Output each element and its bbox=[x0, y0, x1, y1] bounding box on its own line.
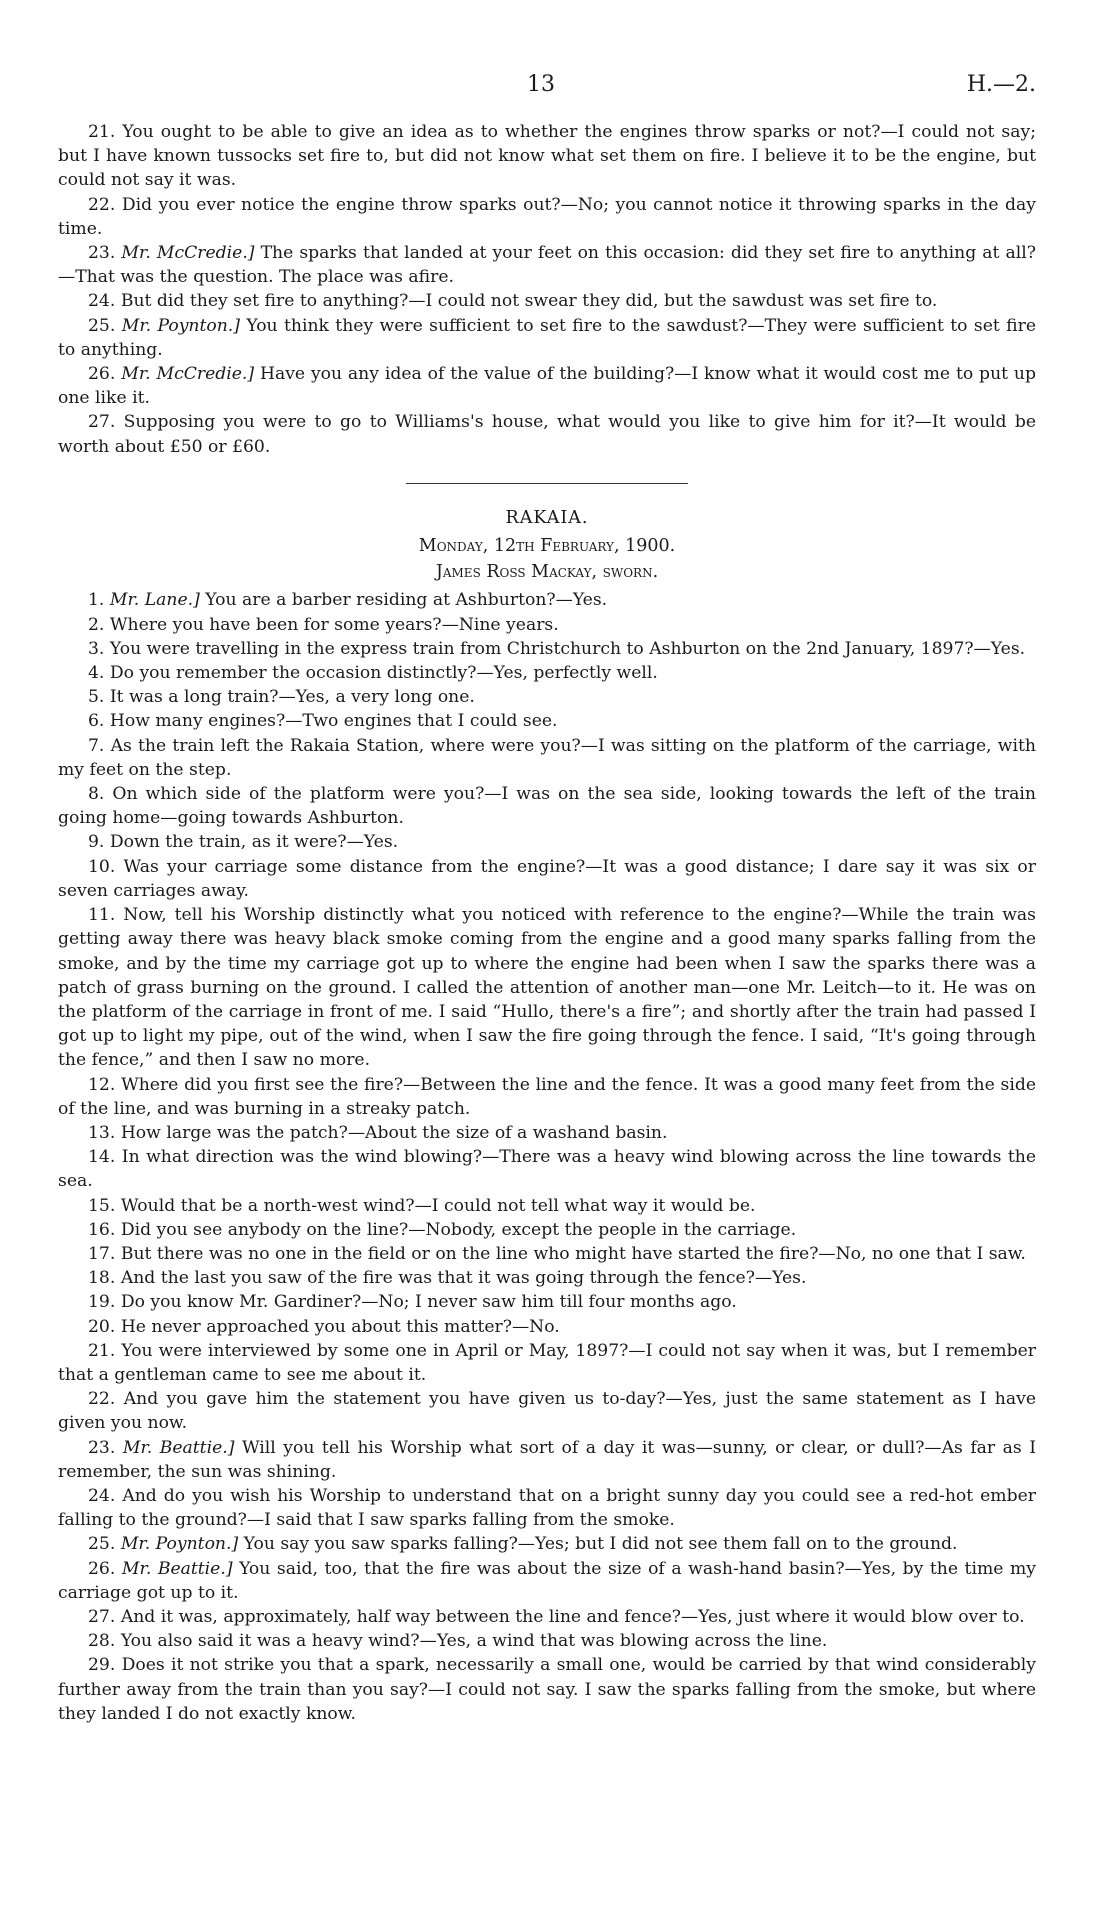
question-paragraph bbox=[58, 637, 1036, 661]
speaker: Mr. Lane.] bbox=[109, 590, 200, 611]
question-number: 25. bbox=[88, 315, 116, 336]
question-text: Would that be a north-west wind?—I could not tell what way it would be. bbox=[120, 1195, 756, 1216]
question-number: 27. bbox=[88, 1606, 116, 1627]
question-text: You ought to be able to give an idea as to whether the engines throw sparks or not?—I could not say; but I have known tussocks set fire to, but did not know what set them on fire. I believe it to be the engine, but could not say it was. bbox=[58, 122, 1036, 191]
question-paragraph bbox=[58, 1387, 1036, 1435]
question-number: 27. bbox=[88, 412, 116, 433]
question-paragraph bbox=[58, 1194, 1036, 1218]
question-paragraph bbox=[58, 1653, 1036, 1726]
hearing-date: Monday, 12th February, 1900. bbox=[418, 536, 676, 557]
question-paragraph bbox=[58, 289, 1036, 313]
question-text: You were interviewed by some one in April or May, 1897?—I could not say when it was, but I remember that a gentleman came to see me about it. bbox=[58, 1340, 1036, 1385]
question-paragraph bbox=[58, 855, 1036, 903]
question-text: But there was no one in the field or on the line who might have started the fire?—No, no one that I saw. bbox=[120, 1243, 1026, 1264]
question-text: You also said it was a heavy wind?—Yes, a wind that was blowing across the line. bbox=[120, 1631, 828, 1652]
question-text: Do you remember the occasion distinctly?—Yes, perfectly well. bbox=[109, 663, 658, 684]
question-number: 23. bbox=[88, 1437, 116, 1458]
question-text: Does it not strike you that a spark, necessarily a small one, would be carried by that wind considerably further away from the train than you say?—I could not say. I saw the sparks falling from the smoke, but where they landed I do not exactly know. bbox=[58, 1655, 1037, 1724]
question-text: Down the train, as it were?—Yes. bbox=[109, 832, 399, 853]
question-text: The sparks that landed at your feet on this occasion: did they set fire to anything at all?—That was the question. The place was afire. bbox=[58, 243, 1036, 288]
question-text: But did they set fire to anything?—I could not swear they did, but the sawdust was set fire to. bbox=[120, 291, 938, 312]
question-paragraph bbox=[58, 241, 1036, 289]
question-number: 6. bbox=[88, 711, 105, 732]
testimony-section-1 bbox=[58, 120, 1036, 459]
question-number: 12. bbox=[88, 1074, 116, 1095]
question-text: You are a barber residing at Ashburton?—Yes. bbox=[205, 590, 608, 611]
question-text: Where did you first see the fire?—Between the line and the fence. It was a good many feet from the side of the line, and was burning in a streaky patch. bbox=[58, 1074, 1036, 1119]
question-text: Have you any idea of the value of the building?—I know what it would cost me to put up one like it. bbox=[58, 364, 1036, 409]
question-text: On which side of the platform were you?—I was on the sea side, looking towards the left of the train going home—going towards Ashburton. bbox=[58, 784, 1036, 829]
question-number: 7. bbox=[88, 735, 105, 756]
question-text: You think they were sufficient to set fire to the sawdust?—They were sufficient to set fire to anything. bbox=[58, 315, 1037, 360]
question-text: You were travelling in the express train from Christchurch to Ashburton on the 2nd January, 1897?—Yes. bbox=[109, 638, 1026, 659]
speaker: Mr. McCredie.] bbox=[121, 243, 255, 264]
document-body bbox=[58, 120, 1036, 1726]
question-number: 9. bbox=[88, 832, 105, 853]
question-paragraph bbox=[58, 734, 1036, 782]
question-number: 18. bbox=[88, 1268, 116, 1289]
question-text: How many engines?—Two engines that I could see. bbox=[109, 711, 558, 732]
question-text: Will you tell his Worship what sort of a day it was—sunny, or clear, or dull?—As far as I remember, the sun was shining. bbox=[58, 1437, 1036, 1482]
question-paragraph bbox=[58, 1315, 1036, 1339]
question-paragraph bbox=[58, 1218, 1036, 1242]
page-header bbox=[0, 72, 1114, 102]
hearing-place: RAKAIA. bbox=[505, 507, 589, 528]
question-paragraph bbox=[58, 1145, 1036, 1193]
question-paragraph bbox=[58, 120, 1036, 193]
question-number: 20. bbox=[88, 1316, 116, 1337]
page-number: 13 bbox=[527, 72, 555, 97]
document-reference: H.—2. bbox=[966, 72, 1036, 97]
question-paragraph bbox=[58, 685, 1036, 709]
question-paragraph bbox=[58, 1266, 1036, 1290]
question-paragraph bbox=[58, 1242, 1036, 1266]
question-paragraph bbox=[58, 903, 1036, 1072]
question-number: 25. bbox=[88, 1534, 116, 1555]
question-text: Do you know Mr. Gardiner?—No; I never saw him till four months ago. bbox=[120, 1292, 737, 1313]
question-number: 26. bbox=[88, 1558, 116, 1579]
question-number: 17. bbox=[88, 1243, 116, 1264]
question-paragraph bbox=[58, 588, 1036, 612]
question-number: 19. bbox=[88, 1292, 116, 1313]
question-number: 23. bbox=[88, 243, 116, 264]
question-paragraph bbox=[58, 782, 1036, 830]
question-paragraph bbox=[58, 1121, 1036, 1145]
question-number: 29. bbox=[88, 1655, 116, 1676]
question-paragraph bbox=[58, 314, 1036, 362]
question-text: And do you wish his Worship to understand that on a bright sunny day you could see a red-hot ember falling to the ground?—I said that I saw sparks falling from the smoke. bbox=[58, 1485, 1036, 1531]
question-number: 16. bbox=[88, 1219, 116, 1240]
question-text: You said, too, that the fire was about the size of a wash-hand basin?—Yes, by the time my carriage got up to it. bbox=[58, 1558, 1036, 1603]
question-text: Supposing you were to go to Williams's house, what would you like to give him for it?—It would be worth about £50 or £60. bbox=[58, 412, 1036, 457]
question-number: 24. bbox=[88, 291, 116, 312]
speaker: Mr. McCredie.] bbox=[121, 364, 255, 385]
question-paragraph bbox=[58, 1629, 1036, 1653]
question-paragraph bbox=[58, 1484, 1036, 1532]
question-number: 1. bbox=[88, 590, 105, 611]
section-divider bbox=[406, 483, 688, 484]
speaker: Mr. Beattie.] bbox=[121, 1558, 233, 1579]
question-text: It was a long train?—Yes, a very long one. bbox=[109, 687, 475, 708]
question-text: Did you ever notice the engine throw sparks out?—No; you cannot notice it throwing sparks in the day time. bbox=[58, 194, 1036, 239]
question-text: He never approached you about this matter?—No. bbox=[120, 1316, 560, 1337]
speaker: Mr. Poynton.] bbox=[121, 315, 240, 336]
question-number: 8. bbox=[88, 784, 105, 805]
question-number: 10. bbox=[88, 856, 116, 877]
question-text: Now, tell his Worship distinctly what you noticed with reference to the engine?—While the train was getting away there was heavy black smoke coming from the engine and a good many sparks falling from the smoke, and by the time my carriage got up to where the engine had been when I saw the sparks there was a patch of grass burning on the ground. I called the attention of another man—one Mr. Leitch—to it. He was on the platform of the carriage in front of me. I said “Hullo, there's a fire”; and shortly after the train had passed I got up to light my pipe, out of the wind, when I saw the fire going through the fence. I said, “It's going through the fence,” and then I saw no more. bbox=[58, 905, 1036, 1071]
question-number: 5. bbox=[88, 687, 105, 708]
question-number: 3. bbox=[88, 638, 105, 659]
question-number: 22. bbox=[88, 1389, 116, 1410]
question-number: 14. bbox=[88, 1147, 116, 1168]
question-paragraph bbox=[58, 1339, 1036, 1387]
question-text: You say you saw sparks falling?—Yes; but I did not see them fall on to the ground. bbox=[243, 1534, 958, 1555]
question-paragraph bbox=[58, 830, 1036, 854]
question-paragraph bbox=[58, 1532, 1036, 1556]
speaker: Mr. Poynton.] bbox=[120, 1534, 239, 1555]
question-paragraph bbox=[58, 410, 1036, 458]
speaker: Mr. Beattie.] bbox=[122, 1437, 235, 1458]
question-paragraph bbox=[58, 1290, 1036, 1314]
question-paragraph bbox=[58, 1073, 1036, 1121]
testimony-section-2 bbox=[58, 588, 1036, 1726]
question-number: 24. bbox=[88, 1485, 116, 1506]
question-number: 15. bbox=[88, 1195, 116, 1216]
question-text: How large was the patch?—About the size of a washand basin. bbox=[120, 1122, 668, 1143]
question-paragraph bbox=[58, 1557, 1036, 1605]
question-number: 21. bbox=[88, 122, 116, 142]
question-number: 28. bbox=[88, 1631, 116, 1652]
question-text: Where you have been for some years?—Nine years. bbox=[109, 614, 559, 635]
question-text: Did you see anybody on the line?—Nobody, except the people in the carriage. bbox=[120, 1219, 797, 1240]
question-paragraph bbox=[58, 362, 1036, 410]
question-text: And the last you saw of the fire was that it was going through the fence?—Yes. bbox=[120, 1268, 807, 1289]
question-number: 2. bbox=[88, 614, 105, 635]
question-number: 22. bbox=[88, 194, 116, 215]
question-paragraph bbox=[58, 613, 1036, 637]
question-text: And it was, approximately, half way between the line and fence?—Yes, just where it would blow over to. bbox=[120, 1606, 1025, 1627]
question-paragraph bbox=[58, 709, 1036, 733]
question-paragraph bbox=[58, 661, 1036, 685]
question-text: Was your carriage some distance from the engine?—It was a good distance; I dare say it was six or seven carriages away. bbox=[58, 856, 1036, 901]
question-text: As the train left the Rakaia Station, where were you?—I was sitting on the platform of the carriage, with my feet on the step. bbox=[58, 735, 1036, 780]
question-text: In what direction was the wind blowing?—There was a heavy wind blowing across the line towards the sea. bbox=[58, 1147, 1037, 1192]
question-number: 21. bbox=[88, 1340, 116, 1361]
question-number: 13. bbox=[88, 1122, 116, 1143]
question-paragraph bbox=[58, 1605, 1036, 1629]
witness-sworn: James Ross Mackay, sworn. bbox=[435, 562, 659, 583]
question-paragraph bbox=[58, 1436, 1036, 1484]
question-paragraph bbox=[58, 193, 1036, 241]
question-number: 26. bbox=[88, 364, 116, 385]
question-text: And you gave him the statement you have given us to-day?—Yes, just the same statement as I have given you now. bbox=[58, 1389, 1037, 1434]
question-number: 4. bbox=[88, 663, 105, 684]
question-number: 11. bbox=[88, 905, 116, 926]
